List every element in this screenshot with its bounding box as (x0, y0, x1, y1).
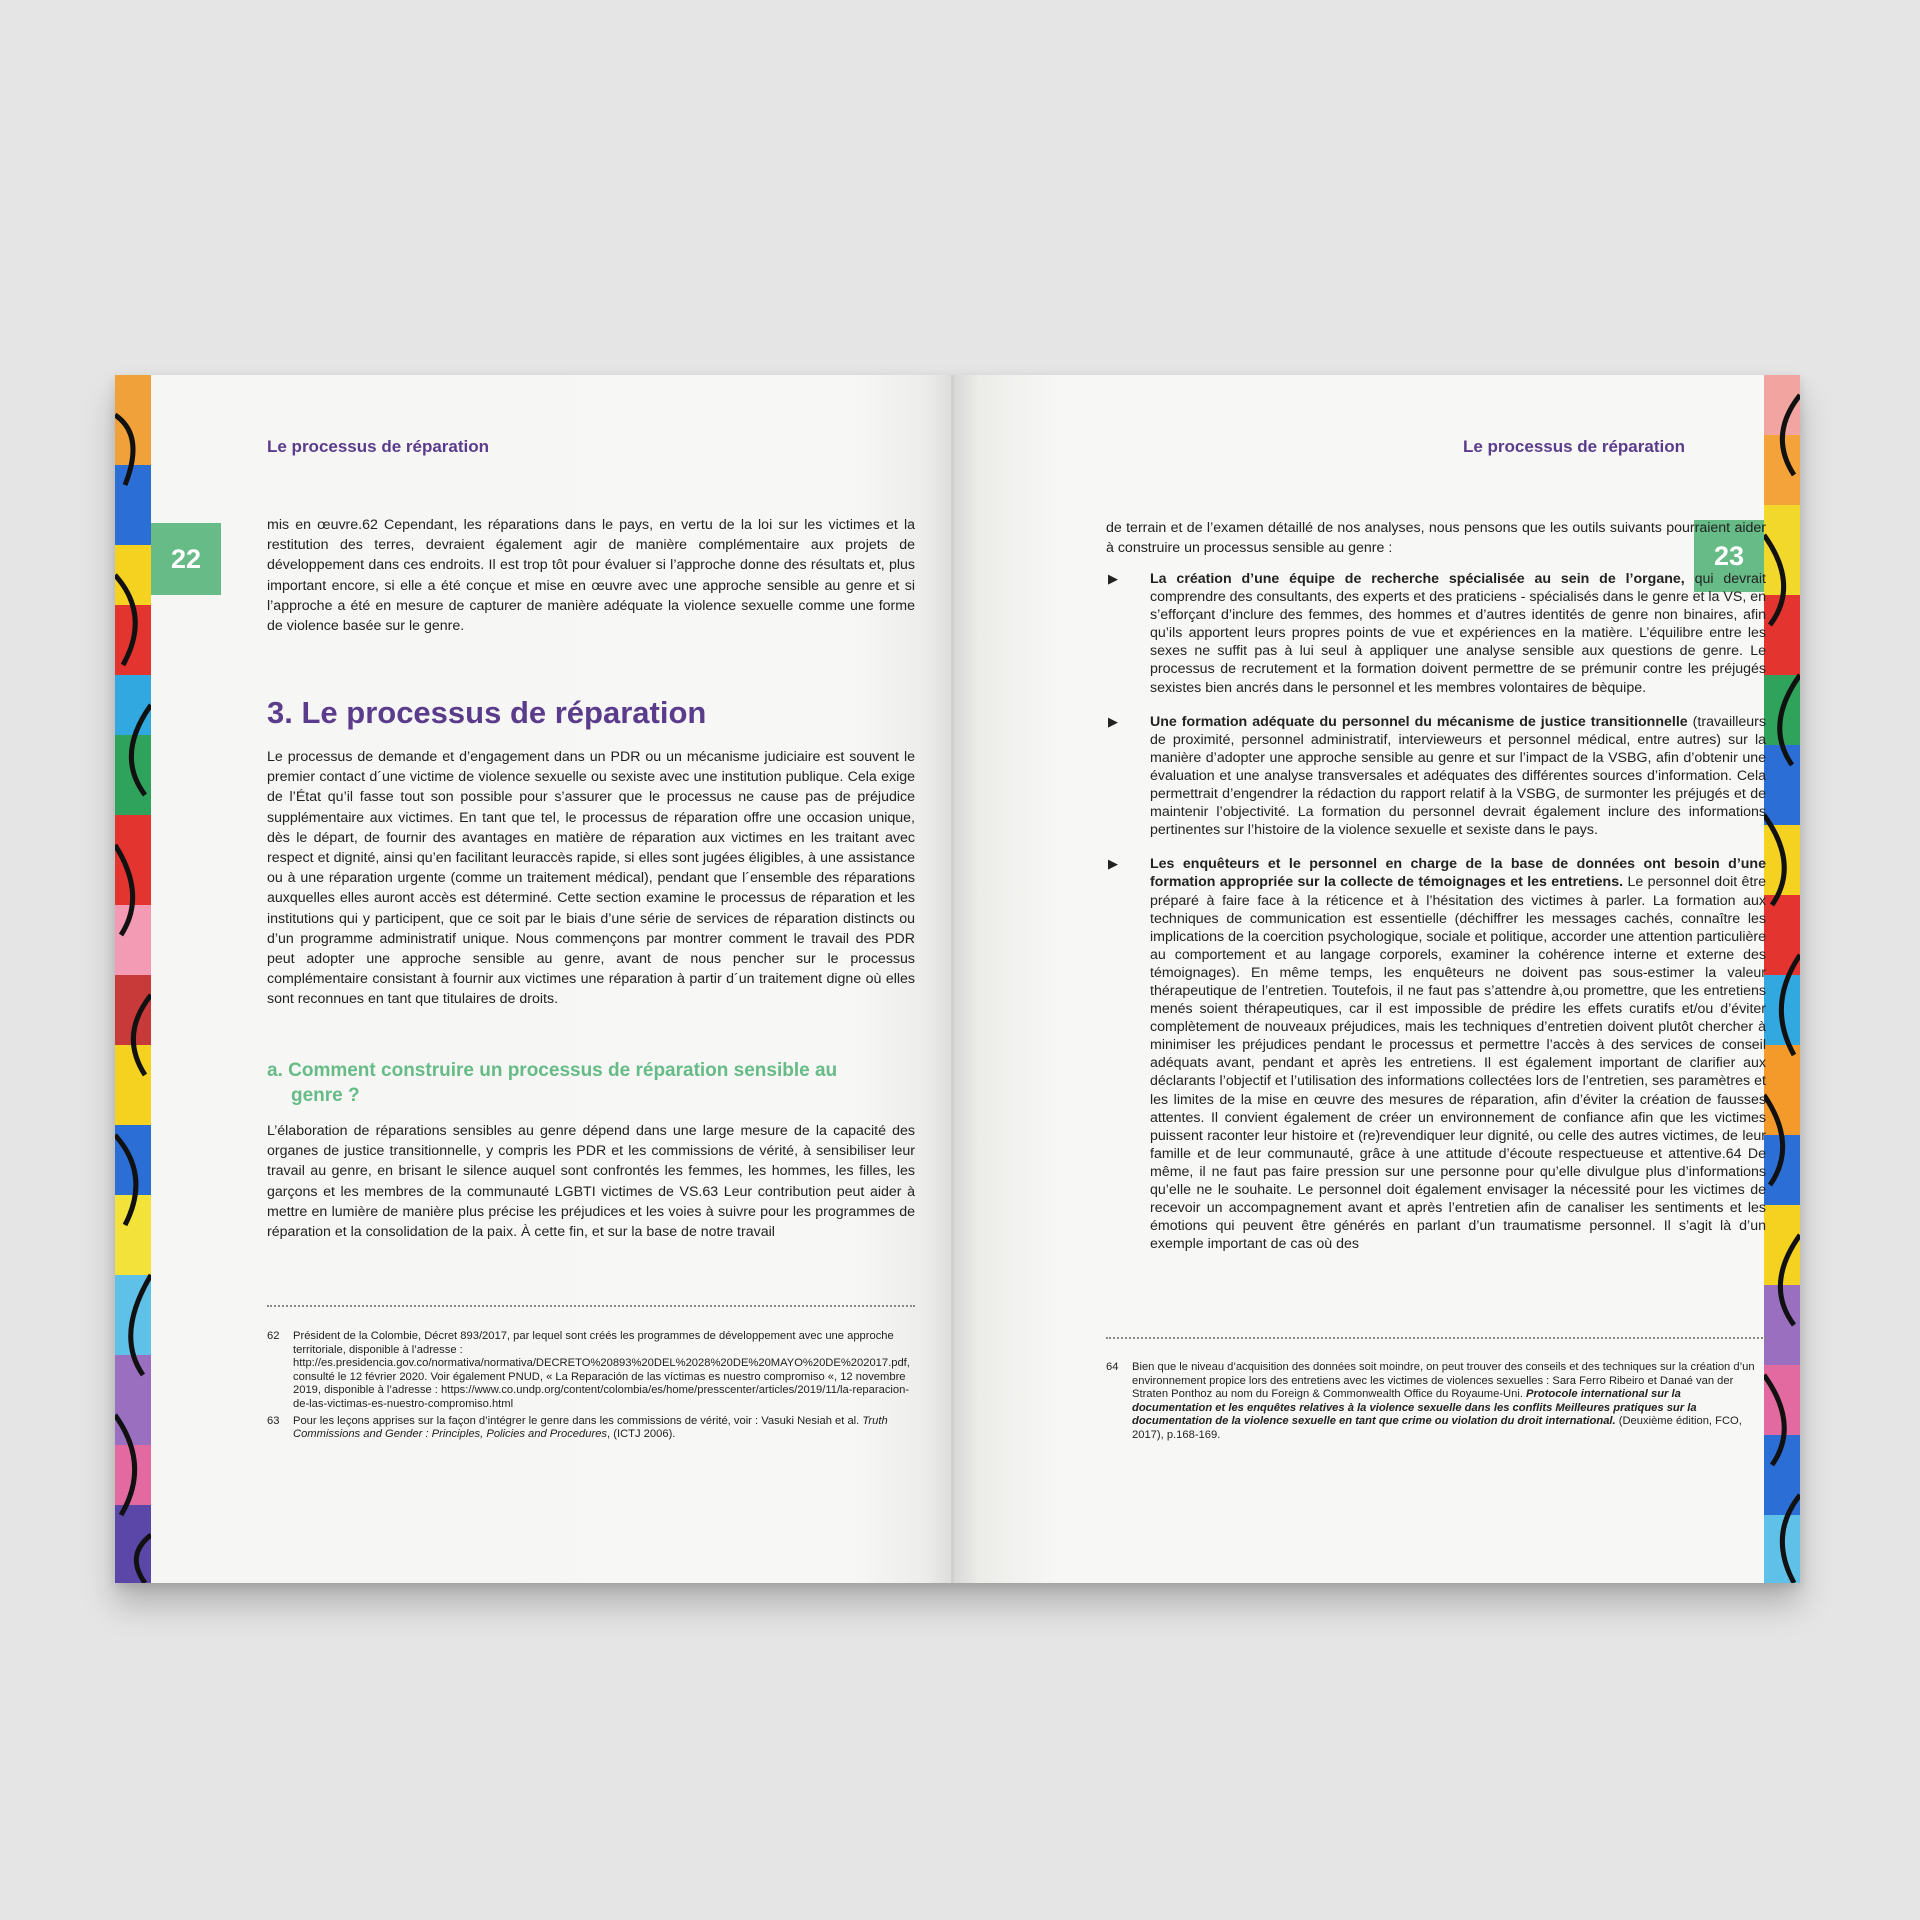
footnote-64: 64 Bien que le niveau d’acquisition des données soit moindre, on peut trouver des conseils et des techniques sur la création d’un environnement propice lors des entretiens avec les victimes de violences sexuelles : Sara Ferro Ribeiro et Danaé van der Straten Ponthoz au nom du Foreign & Commonwealth Office du Royaume-Uni. Protocole international sur la documentation et les enquêtes relatives à la violence sexuelle dans les conflits Meilleures pratiques sur la documentation de la violence sexuelle en tant que crime ou violation du droit international. (Deuxième édition, FCO, 2017), p.168-169. (1106, 1361, 1755, 1441)
footnote-divider (267, 1305, 915, 1307)
subheading (267, 1058, 927, 1108)
arrow-right-icon: ▶ (1108, 856, 1118, 872)
subheading-line-1: a. Comment construire un processus de réparation sensible au (267, 1060, 838, 1081)
open-booklet (115, 375, 1800, 1583)
subheading-line-2: genre ? (291, 1085, 360, 1106)
footnotes (1106, 1361, 1756, 1446)
intro-text: de terrain et de l’examen détaillé de nos analyses, nous pensons que les outils suivants pourraient aider à construire un processus sensible au genre : (1106, 520, 1766, 557)
arrow-right-icon: ▶ (1108, 571, 1118, 586)
left-edge-artwork (115, 375, 151, 1583)
footnote-62: 62 Président de la Colombie, Décret 893/2017, par lequel sont créés les programmes de développement avec une approche territoriale, disponible à l’adresse : http://es.presidencia.gov.co/normativa/normativa/DECRETO%20893%20DEL%2028%20DE%20MAYO%20DE%202017.pdf, consulté le 12 février 2020. Voir également PNUD, « La Reparación de las víctimas es nuestro compromiso «, 12 novembre 2019, disponible à l’adresse : https://www.co.undp.org/content/colombia/es/home/presscenter/articles/2019/11/la-reparacion-de-las-victimas-es-nuestro-compromiso.html (267, 1330, 910, 1410)
right-edge-artwork (1764, 375, 1800, 1583)
sub-text: L’élaboration de réparations sensibles au genre dépend dans une large mesure de la capacité des organes de justice transitionnelle, y compris les PDR et les commissions de vérité, à sensibiliser leur travail au genre, en brisant le silence auquel sont confrontés les femmes, les hommes, les filles, les garçons et les membres de la communauté LGBTI victimes de VS.63 Leur contribution peut aider à mettre en lumière de manière plus précise les préjudices et les voies à suivre pour les programmes de réparation et la consolidation de la paix. À cette fin, et sur la base de notre travail (267, 1123, 915, 1241)
intro-paragraph (267, 515, 915, 636)
section-paragraph (267, 747, 915, 1010)
footnote-divider (1106, 1337, 1766, 1339)
footnotes (267, 1330, 910, 1445)
bullet-staff-training: ▶ Une formation adéquate du personnel du mécanisme de justice transitionnelle (travailleurs de proximité, personnel administratif, intervieweurs et personnel médical, entre autres) sur la manière d’adopter une approche sensible au genre et sur l’impact de la VSBG, afin d’obtenir une évaluation et une analyse transversales et adéquates des différentes sources d’information. Cela permettrait d’engendrer la rédaction du rapport relatif à la VSBG, de surmonter les préjugés et de maintenir l’objectivité. La formation du personnel devrait également inclure des informations pertinentes sur l’histoire de la violence sexuelle et sexiste dans le pays. (1108, 713, 1767, 839)
section-text: Le processus de demande et d’engagement dans un PDR ou un mécanisme judiciaire est souvent le premier contact d´une victime de violence sexuelle ou sexiste avec une institution publique. Cela exige de l’État qu’il fasse tout son possible pour s’assurer que le processus ne cause pas de préjudice supplémentaire aux victimes. En tant que tel, le processus de réparation offre une occasion unique, dès le départ, de fournir des avantages en matière de réparation aux victimes en les traitant avec respect et dignité, ainsi qu’en facilitant leuraccès rapide, si elles sont jugées éligibles, à une assistance ou à une réparation urgente (comme un traitement médical), pendant que l´ensemble des réparations auxquelles elles auront accès est déterminé. Cette section examine le processus de réparation et les institutions qui y participent, que ce soit par le biais d’une série de services de réparation distincts ou d’un programme administratif unique. Nous commençons par montrer comment le travail des PDR peut adopter une approche sensible au genre, avant de nous pencher sur le processus complémentaire consistant à fournir aux victimes une réparation à partir d´un traitement digne où elles sont reconnues en tant que titulaires de droits. (267, 749, 915, 1008)
arrow-right-icon: ▶ (1108, 713, 1118, 729)
sub-paragraph (267, 1121, 915, 1242)
bullet-list (1106, 570, 1766, 1269)
page-number-tab: 23 (1694, 520, 1764, 592)
left-page (115, 375, 953, 1583)
intro-text: mis en œuvre.62 Cependant, les réparations dans le pays, en vertu de la loi sur les victimes et la restitution des terres, devraient également agir de manière complémentaire aux projets de développement dans ces endroits. Il est trop tôt pour évaluer si l’approche donne des résultats et, plus important encore, si elle a été conçue et mise en œuvre avec une approche sensible au genre et si l’approche a été en mesure de capturer de manière adéquate la violence sexuelle comme une forme de violence basée sur le genre. (267, 517, 915, 635)
footnote-63: 63 Pour les leçons apprises sur la façon d’intégrer le genre dans les commissions de vérité, voir : Vasuki Nesiah et al. Truth Commissions and Gender : Principles, Policies and Procedures, (ICTJ 2006). (267, 1414, 888, 1441)
running-head: Le processus de réparation (267, 437, 490, 456)
right-page (954, 375, 1800, 1583)
section-heading: 3. Le processus de réparation (267, 695, 707, 730)
page-number-tab: 22 (151, 523, 221, 595)
bullet-research-team: ▶ La création d’une équipe de recherche spécialisée au sein de l’organe, qui devrait comprendre des consultants, des experts et des praticiens - spécialisés dans le genre et la VS, en s’efforçant d’inclure des femmes, des hommes et d’autres identités de genre non binaires, afin qu’ils apportent leurs propres points de vue et expériences en la matière. L’équilibre entre les sexes ne suffit pas à lui seul à appliquer une analyse sensible aux questions de genre. Le processus de recrutement et la formation doivent permettre de se prémunir contre les préjugés sexistes bien ancrés dans le personnel et les membres volontaires de bèquipe. (1108, 571, 1766, 696)
intro-paragraph (1106, 518, 1766, 558)
running-head: Le processus de réparation (1462, 437, 1685, 456)
bullet-investigators: ▶ Les enquêteurs et le personnel en charge de la base de données ont besoin d’une formation appropriée sur la collecte de témoignages et les entretiens. Le personnel doit être préparé à faire face à la réticence et à l’hésitation des victimes à parler. La formation aux techniques de communication est essentielle (déchiffrer les messages cachés, connaître les implications de la coercition psychologique, sociale et politique, accorder une attention particulière au comportement et au langage corporels, examiner la cohérence interne et externe des témoignages). En même temps, les enquêteurs ne doivent pas sous-estimer la valeur thérapeutique de l’entretien. Toutefois, il ne faut pas s’attendre à,ou promettre, que les entretiens menés soient thérapeutiques, car il est impossible de prédire les effets curatifs et/ou d’éviter complètement de nouveaux préjudices, mais les techniques d’entretien doivent plutôt chercher à minimiser les préjudices pendant le processus et permettre l’accès à des services de conseil adéquats avant, pendant et après les entretiens. Il est également important de clarifier aux déclarants l’objectif et l’utilisation des informations collectées lors de l’entretien, ses paramètres et les limites de la mise en œuvre des mesures de réparation, afin d’éviter la création de fausses attentes. Il convient également de créer un environnement de confiance afin que les victimes puissent raconter leur histoire et (re)revendiquer leur dignité, ou celle des autres victimes, de leur famille et de leur communauté, grâce à une attitude d’écoute respectueuse et attentive.64 De même, il ne faut pas faire pression sur une personne pour qu’elle divulgue plus d’informations qu’elle ne le souhaite. Le personnel doit également envisager la nécessité pour les victimes de recevoir un accompagnement avant et après l’entretien afin de canaliser les sentiments et les émotions qui peuvent être générés en parlant d’un traumatisme personnel. Il s’agit là d’un exemple important de cas où des (1108, 856, 1766, 1253)
